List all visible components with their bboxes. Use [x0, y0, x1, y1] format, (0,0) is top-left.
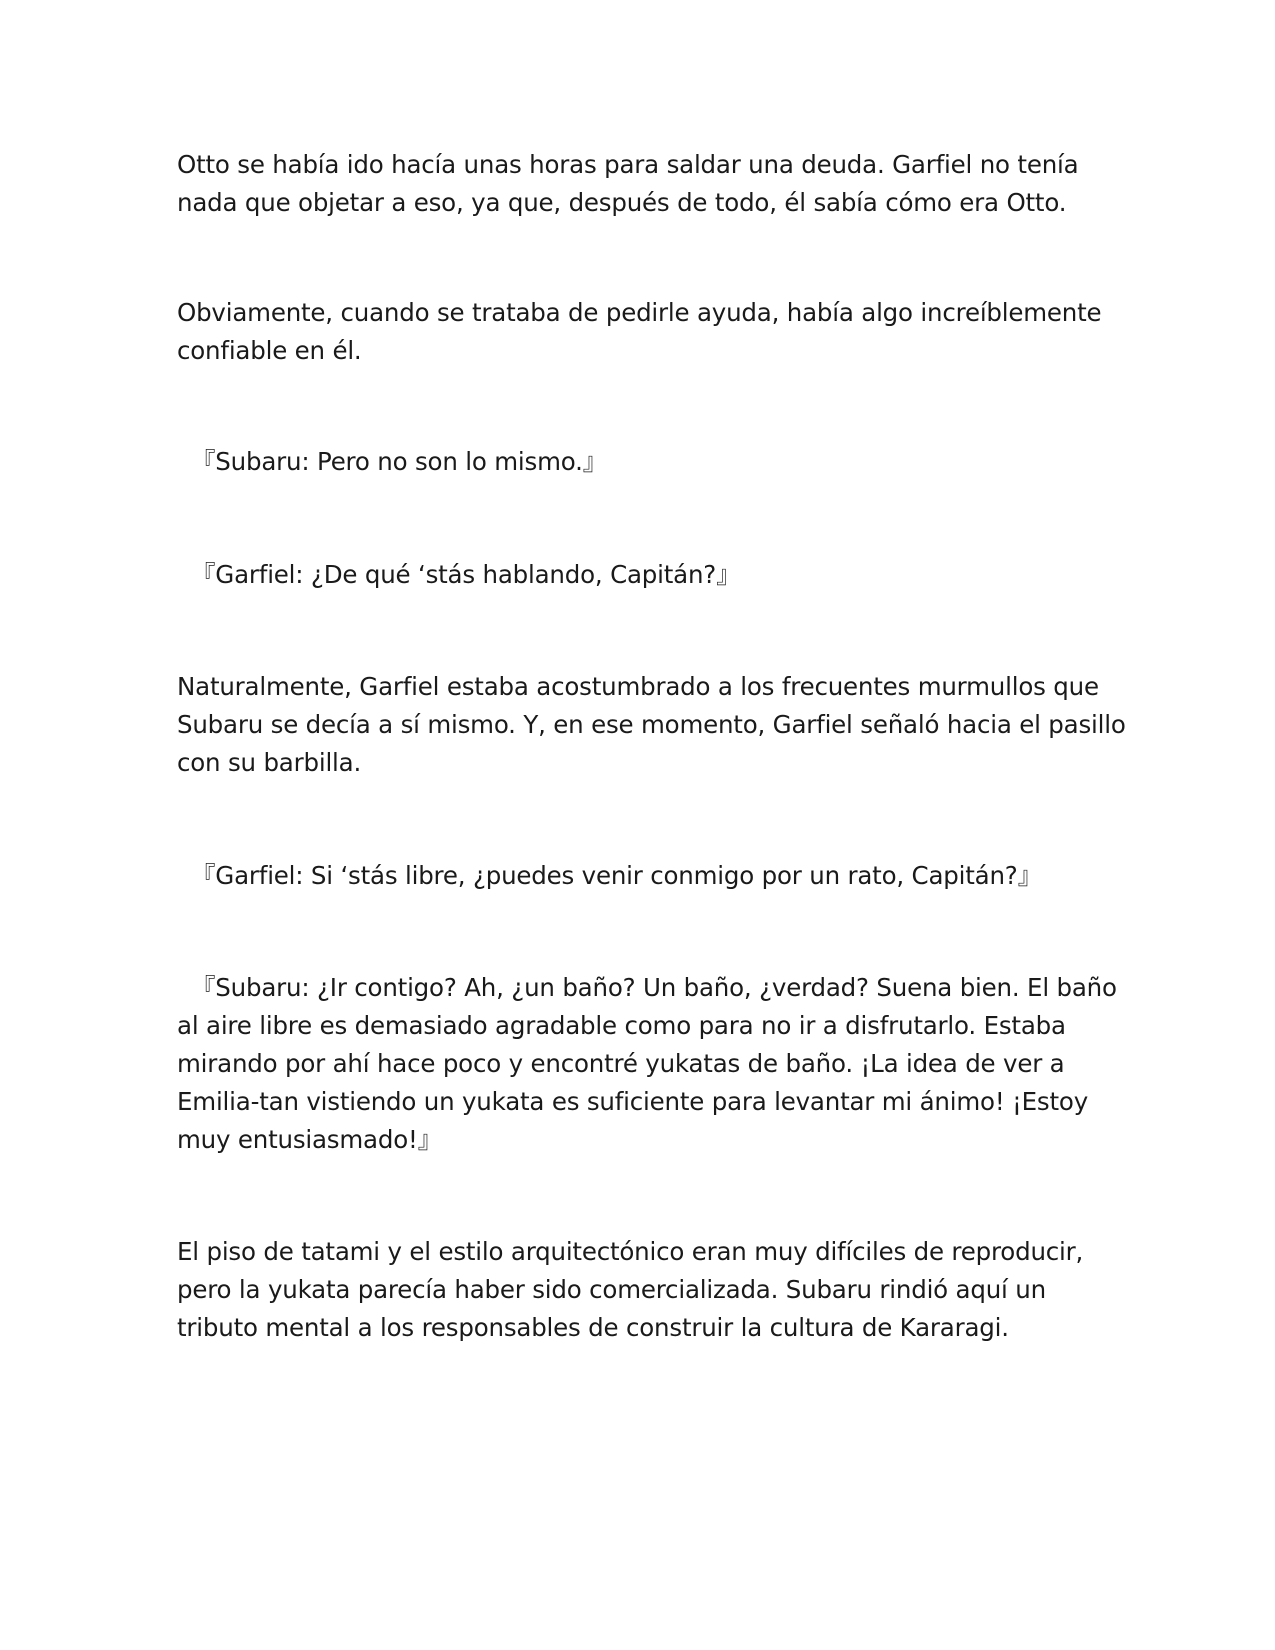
text-line: 『Subaru: Pero no son lo mismo.』	[191, 447, 607, 476]
paragraph-dialogue-garfiel-2	[177, 857, 1042, 895]
paragraph-dialogue-subaru-1	[177, 443, 607, 481]
text-line: Obviamente, cuando se trataba de pedirle ayuda, había algo increíblemente	[177, 298, 1102, 327]
text-line: nada que objetar a eso, ya que, después de todo, él sabía cómo era Otto.	[177, 188, 1067, 217]
paragraph-narration-3	[177, 668, 1126, 782]
paragraph-narration-4	[177, 1233, 1083, 1347]
text-line: muy entusiasmado!』	[177, 1125, 442, 1154]
paragraph-dialogue-subaru-2	[177, 969, 1117, 1159]
text-line: 『Garfiel: ¿De qué ‘stás hablando, Capitán?』	[191, 560, 741, 589]
text-line: Naturalmente, Garfiel estaba acostumbrado a los frecuentes murmullos que	[177, 672, 1099, 701]
text-line: al aire libre es demasiado agradable como para no ir a disfrutarlo. Estaba	[177, 1011, 1066, 1040]
text-line: pero la yukata parecía haber sido comercializada. Subaru rindió aquí un	[177, 1275, 1046, 1304]
paragraph-dialogue-garfiel-1	[177, 556, 740, 594]
text-line: tributo mental a los responsables de construir la cultura de Kararagi.	[177, 1313, 1009, 1342]
text-line: 『Subaru: ¿Ir contigo? Ah, ¿un baño? Un baño, ¿verdad? Suena bien. El baño	[191, 973, 1117, 1002]
paragraph-narration-2	[177, 294, 1101, 370]
text-line: con su barbilla.	[177, 748, 362, 777]
text-line: mirando por ahí hace poco y encontré yukatas de baño. ¡La idea de ver a	[177, 1049, 1065, 1078]
text-line: Emilia-tan vistiendo un yukata es suficiente para levantar mi ánimo! ¡Estoy	[177, 1087, 1088, 1116]
text-line: 『Garfiel: Si ‘stás libre, ¿puedes venir conmigo por un rato, Capitán?』	[191, 861, 1042, 890]
text-line: Otto se había ido hacía unas horas para saldar una deuda. Garfiel no tenía	[177, 150, 1079, 179]
text-line: El piso de tatami y el estilo arquitectónico eran muy difíciles de reproducir,	[177, 1237, 1084, 1266]
paragraph-narration-1	[177, 146, 1078, 222]
text-line: confiable en él.	[177, 336, 362, 365]
text-line: Subaru se decía a sí mismo. Y, en ese momento, Garfiel señaló hacia el pasillo	[177, 710, 1126, 739]
